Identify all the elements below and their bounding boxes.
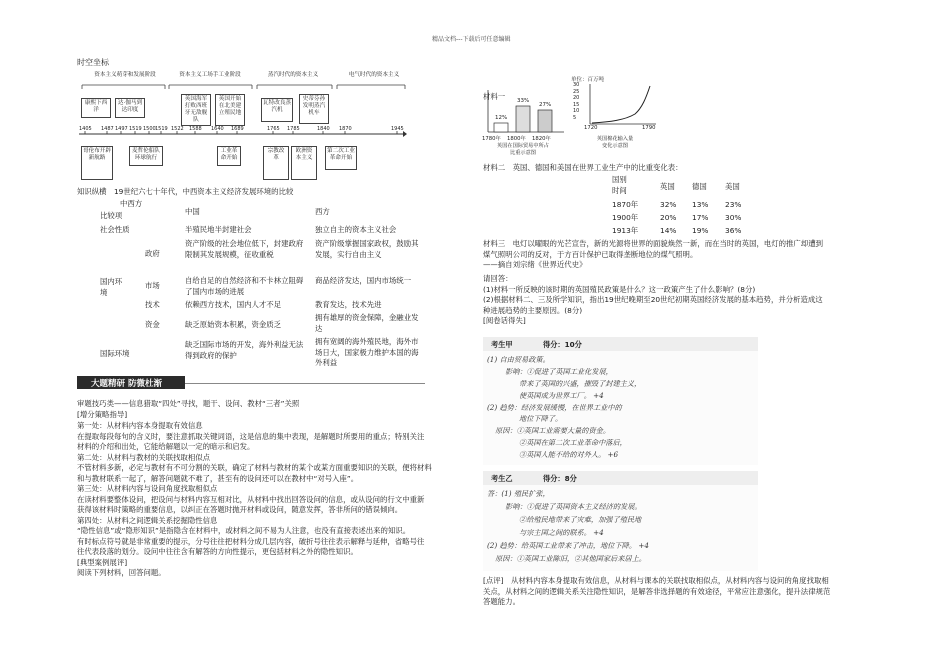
method-body	[77, 421, 432, 579]
method-line: [典型案例展评]	[77, 557, 128, 567]
question-line: 请回答：	[483, 274, 513, 283]
header-note: 精品文档---下载后可任意编辑	[432, 36, 511, 43]
bar-tick-label: 1820年	[532, 136, 551, 142]
material2-title: 材料二 英国、德国和美国在世界工业生产中的比重变化表：	[483, 163, 683, 172]
year-2: 1487	[101, 126, 114, 132]
row-item: 国际环境	[100, 349, 130, 358]
handwriting-line: (2) 趋势：给英国工业带来了冲击，地位下降。 +4	[487, 541, 649, 550]
y-tick: 10	[573, 108, 580, 115]
year-12: 1785	[287, 126, 300, 132]
row-west: 资产阶级掌握国家政权，鼓励其发展，实行自由主义	[315, 239, 419, 259]
method-line: 在提取每段每句的含义时，要注意抓取关键词语，这是信息的集中表现，是解题时所要用的重点；特别关注	[77, 431, 425, 441]
banner-text: 大题精研 防微杜渐	[91, 379, 162, 389]
year-11: 1765	[267, 126, 280, 132]
bar-1800	[516, 106, 530, 132]
year-4: 1519	[129, 126, 142, 132]
student-b-score: 得分：8分	[543, 474, 577, 483]
method-line: 往代表段落的划分。设问中往往含有解答的方向性提示，更包括材料之外的隐性知识。	[77, 547, 358, 556]
table-cell: 20%	[660, 213, 677, 222]
year-15: 1945	[391, 126, 404, 132]
bar-value-label: 27%	[539, 102, 552, 108]
method-line: 不管材料多新，必定与教材有不可分割的关联，确定了材料与教材的某个或某方面重要知识的关联，便将材料	[77, 463, 432, 472]
method-guide: [增分策略指导]	[77, 410, 128, 419]
handwriting-line: 答：(1) 殖民扩张，	[487, 489, 550, 498]
bar-value-label: 12%	[495, 115, 508, 121]
bar-tick-label: 1780年	[482, 136, 501, 142]
year-14: 1870	[339, 126, 352, 132]
table-cell: 19%	[692, 226, 709, 235]
row-item: 社会性质	[100, 225, 130, 234]
event-top-3: 英国海军打败西班牙无敌舰队	[181, 94, 211, 126]
student-a-bar	[483, 337, 758, 351]
handwriting-line: ③英国人能不给的对外人。 +6	[519, 450, 619, 459]
col-header-west: 中西方	[120, 199, 143, 208]
timeline	[77, 70, 407, 182]
method-line: 第三处：从材料内容与设问角度找取相似点	[77, 484, 218, 493]
y-tick: 5	[573, 114, 577, 121]
row-sub: 政府	[145, 249, 160, 258]
table-cell: 36%	[725, 226, 742, 235]
x-tick: 1790	[642, 125, 656, 131]
year-10: 1689	[231, 126, 244, 132]
row-west: 商品经济发达，国内市场统一	[315, 276, 412, 285]
year-3: 1497	[115, 126, 128, 132]
row-west: 独立自主的资本主义社会	[315, 225, 397, 234]
method-line: 第四处：从材料之间逻辑关系挖掘隐性信息	[77, 515, 218, 525]
section-banner	[77, 376, 185, 389]
student-b-bar	[483, 471, 758, 485]
bar-1780	[494, 123, 508, 132]
method-line: 第二处：从材料与教材的关联找取相似点	[77, 452, 211, 462]
y-tick: 15	[573, 101, 580, 108]
period-brackets	[77, 77, 407, 95]
line-chart-unit: 单位：百万吨	[571, 77, 605, 83]
student-b-answer	[483, 471, 758, 571]
event-top-6: 史蒂芬孙发明蒸汽机车	[299, 94, 329, 124]
question-line: 种进展趋势的主要原因。(8分)	[483, 305, 583, 315]
col-header-item: 比较项	[100, 211, 123, 220]
material1-label: 材料一	[483, 92, 506, 101]
row-west: 拥有宽阔的海外殖民地，海外市场日大，国家极力维护本国的海外利益	[315, 337, 419, 367]
year-6: 1519	[155, 126, 168, 132]
table-cell: 1913年	[612, 226, 639, 235]
col-header-west2: 西方	[315, 207, 330, 216]
method-line: 和与教材联系一起了，解答问题就不难了，甚至有的设问还可以在教材中“对号入座”。	[77, 473, 359, 483]
row-west: 教育发达，技术先进	[315, 300, 382, 309]
table-cell: 1870年	[612, 200, 639, 209]
questions	[483, 274, 823, 327]
year-8: 1588	[189, 126, 202, 132]
row-china: 缺乏国际市场的开发，海外利益无法得到政府的保护	[185, 340, 304, 360]
year-13: 1840	[317, 126, 330, 132]
table-head-corner: 国别 时间	[612, 175, 627, 195]
year-7: 1522	[171, 126, 184, 132]
period-3: 蒸汽时代的资本主义	[267, 72, 319, 78]
handwriting-line: (1) 自由贸易政策。	[487, 355, 550, 364]
table-head-us: 美国	[725, 182, 740, 191]
line-chart	[580, 82, 660, 130]
event-bottom-2: 麦哲伦船队环球航行	[129, 146, 163, 166]
bar-1820	[538, 110, 552, 132]
line-y-ticks	[573, 82, 579, 122]
student-b-label: 考生乙	[491, 474, 513, 483]
method-line: 材料的介绍和出处，它能给解题以一定的暗示和启发。	[77, 442, 255, 451]
bar-tick-label: 1800年	[507, 136, 526, 142]
question-line: (2)根据材料二、三及所学知识，指出19世纪晚期至20世纪初期英国经济发展的基本趋势，并分析造成这	[483, 295, 823, 304]
table-cell: 14%	[660, 226, 677, 235]
handwriting-line: 使英国成为世界工厂。 +4	[519, 391, 604, 400]
x-tick: 1720	[584, 125, 598, 131]
row-sub: 市场	[145, 281, 160, 290]
handwriting-line: 带来了英国的兴盛，摧毁了封建主义，	[519, 379, 642, 388]
event-bottom-5: 欧洲资本主义	[291, 146, 317, 180]
student-a-answer	[483, 337, 758, 465]
material3-line: 材料三 电灯以曜眼的光芒宣告，新的光源将世界的面貌焕然一新，而在当时的英国，电灯的推广却遭到	[483, 239, 823, 248]
method-line: 获得该材料时策略的重要信息，以纠正在答题时抛开材料或设问，随意发挥，答非所问的错误倾向。	[77, 505, 403, 514]
handwriting-line: 与宗主国之间的联系。 +4	[519, 528, 604, 537]
method-title: 审题技巧类——信息猎取“四处”寻找，题干、设问、教材“三者”关照	[77, 399, 300, 408]
material3	[483, 239, 823, 271]
comment-line: [点评] 从材料内容本身提取有效信息，从材料与课本的关联找取相似点，从材料内容与设问的角度找取相	[483, 576, 829, 585]
event-bottom-4: 宗教改革	[263, 146, 289, 180]
row-sub: 技术	[145, 300, 160, 309]
table-cell: 23%	[725, 200, 742, 209]
material3-line: 煤气照明公司的反对，于方百计保护已取得垄断地位的煤气照明。	[483, 249, 698, 259]
event-top-2: 达·伽马到达印度	[115, 98, 145, 118]
comment-line: 关点，从材料之间的逻辑关系关注隐性知识，是解答非选择题的有效途径，平常应注意强化，提升法律规范	[483, 586, 831, 596]
material3-source: ——摘自刘宗绪《世界近代史》	[483, 260, 587, 269]
table-cell: 32%	[660, 200, 677, 209]
table-cell: 17%	[692, 213, 709, 222]
event-bottom-6: 第二次工业革命开始	[325, 146, 357, 170]
bar-chart-caption: 英国在国际贸易中所占比重示意图	[497, 143, 549, 156]
banner-divider	[185, 383, 425, 384]
method-line: “隐性信息”或“隐形知识”是指隐含在材料中，或材料之间不易为人注意，也没有直接表述出来的知识。	[77, 526, 411, 535]
method-line: 阅读下列材料，回答问题。	[77, 568, 166, 577]
handwriting-line: 原因：①英国工业需要大量的资金。	[495, 426, 611, 435]
cotton-import-line	[592, 86, 650, 123]
handwriting-line: ②给殖民地带来了灾难，加强了殖民地	[519, 515, 642, 524]
comment	[483, 576, 830, 608]
event-bottom-3: 工业革命开始	[217, 146, 241, 166]
row-china: 依赖西方技术，国内人才不足	[185, 300, 282, 309]
y-tick: 25	[573, 88, 580, 95]
handwriting-line: 影响：①促进了英国资本主义经济的发展。	[505, 502, 642, 511]
table-cell: 13%	[692, 200, 709, 209]
y-tick: 30	[573, 82, 580, 88]
year-5: 1500	[143, 126, 156, 132]
handwriting-line: 原因：①英国工业陈旧，②其他国家后来居上。	[495, 554, 646, 563]
row-china: 资产阶级的社会地位低下，封建政府限制其发展规模，征收重税	[185, 239, 304, 259]
student-a-label: 考生甲	[491, 340, 513, 349]
period-2: 资本主义工场手工业阶段	[179, 72, 241, 78]
timeline-title: 时空坐标	[77, 58, 109, 67]
handwriting-line: ②英国在第二次工业革命中落后，	[519, 438, 627, 447]
year-1: 1405	[79, 126, 92, 132]
year-9: 1640	[211, 126, 224, 132]
row-china: 半殖民地半封建社会	[185, 225, 252, 234]
student-a-score: 得分：10分	[543, 340, 582, 349]
table-head-de: 德国	[692, 182, 707, 191]
handwriting-line: 地位下降了。	[519, 414, 563, 423]
event-bottom-1: 哥伦布开辟新航路	[81, 146, 113, 180]
event-top-5: 瓦特改良蒸汽机	[261, 98, 293, 122]
period-4: 电气时代的资本主义	[348, 72, 400, 78]
event-top-4: 英国开始在北美建立殖民地	[215, 94, 245, 126]
comment-line: 答题能力。	[483, 597, 520, 606]
table-head-uk: 英国	[660, 182, 675, 191]
handwriting-line: (2) 趋势：经济发展缓慢，在世界工业中的	[487, 403, 622, 412]
row-item: 国内环境	[100, 277, 123, 297]
line-chart-caption: 英国棉花输入量变化示意图	[596, 136, 634, 149]
y-tick: 20	[573, 95, 580, 102]
compare-heading: 知识纵横 19世纪六七十年代，中西资本主义经济发展环境的比较	[77, 187, 294, 196]
timeline-axis	[77, 130, 407, 144]
method-line: 第一处：从材料内容本身提取有效信息	[77, 421, 203, 430]
question-line: (1)材料一所反映的该时期的英国殖民政策是什么？这一政策产生了什么影响？(8分)	[483, 284, 756, 294]
event-top-1: 康熙下西洋	[81, 98, 111, 118]
row-china: 缺乏原始资本积累，资金质乏	[185, 320, 282, 329]
bar-value-label: 33%	[517, 98, 530, 104]
handwriting-line: 影响：①促进了英国工业化发展，	[505, 367, 613, 376]
row-china: 自给自足的自然经济和不卡林立阻碍了国内市场的进展	[185, 276, 304, 296]
table-cell: 1900年	[612, 213, 639, 222]
question-line: [阅卷话得失]	[483, 316, 526, 325]
method-line: 有时标点符号就是非常重要的提示，分号往往把材料分成几层内容，破折号往往表示解释与延伸，省略号往	[77, 536, 425, 546]
row-west: 拥有雄厚的资金保障，金融业发达	[315, 313, 419, 333]
col-header-china: 中国	[185, 207, 200, 216]
period-1: 资本主义萌芽和发展阶段	[94, 72, 156, 78]
method-line: 在读材料要整体设问，把设问与材料内容互相对比，从材料中找出回答设问的信息，或从设问的行文中重新	[77, 494, 425, 504]
table-cell: 30%	[725, 213, 742, 222]
row-sub: 资金	[145, 320, 160, 329]
